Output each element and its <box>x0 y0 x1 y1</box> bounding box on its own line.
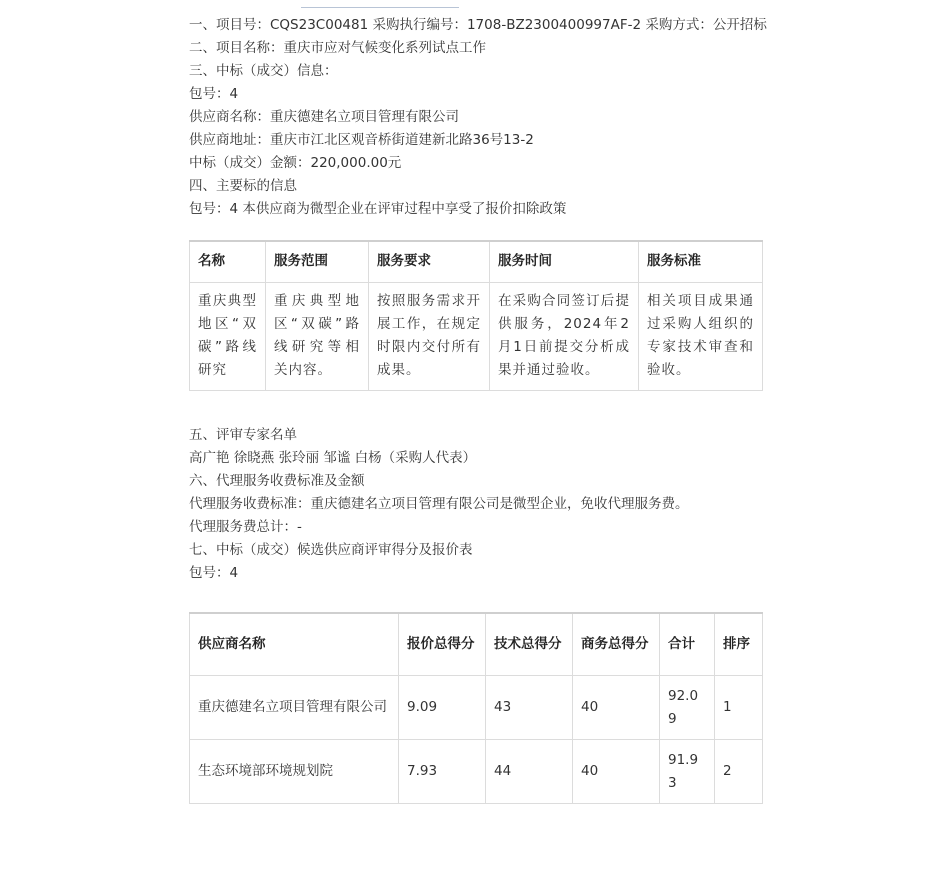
table-row <box>190 282 763 390</box>
table-cell: 9.09 <box>399 676 486 740</box>
table-cell: 1 <box>715 676 763 740</box>
project-number-line: 一、项目号：CQS23C00481 采购执行编号：1708-BZ2300400997AF-2 采购方式：公开招标 <box>189 17 767 33</box>
column-header: 供应商名称 <box>190 613 399 676</box>
table-cell: 92.09 <box>660 676 715 740</box>
table-cell: 2 <box>715 740 763 804</box>
table-cell: 40 <box>573 676 660 740</box>
announcement-body <box>189 14 767 804</box>
table-cell: 40 <box>573 740 660 804</box>
expert-list-heading: 五、评审专家名单 <box>189 426 297 443</box>
supplier-address-line: 供应商地址：重庆市江北区观音桥街道建新北路36号13-2 <box>189 132 534 148</box>
package-number-line-2: 包号：4 <box>189 564 239 581</box>
table-cell: 91.93 <box>660 740 715 804</box>
main-subject-heading: 四、主要标的信息 <box>189 178 297 194</box>
table-header-row <box>190 613 763 676</box>
column-header: 合计 <box>660 613 715 676</box>
table-cell: 7.93 <box>399 740 486 804</box>
column-header: 服务范围 <box>266 241 369 282</box>
candidate-scores-table <box>189 612 763 805</box>
column-header: 服务标准 <box>639 241 763 282</box>
column-header: 服务要求 <box>369 241 490 282</box>
table-header-row <box>190 241 763 282</box>
supplier-name-line: 供应商名称：重庆德建名立项目管理有限公司 <box>189 109 459 125</box>
column-header: 排序 <box>715 613 763 676</box>
award-info-heading: 三、中标（成交）信息： <box>189 63 338 79</box>
column-header: 技术总得分 <box>486 613 573 676</box>
spacer <box>189 391 762 424</box>
column-header: 名称 <box>190 241 266 282</box>
award-amount-line: 中标（成交）金额：220,000.00元 <box>189 155 402 171</box>
expert-names-line: 高广艳 徐晓燕 张玲丽 邹谧 白杨（采购人代表） <box>189 449 477 466</box>
table-cell: 相关项目成果通过采购人组织的专家技术审查和验收。 <box>639 282 763 390</box>
package-number-line: 包号：4 <box>189 86 239 102</box>
package-policy-line: 包号：4 本供应商为微型企业在评审过程中享受了报价扣除政策 <box>189 201 567 217</box>
agency-fee-standard-line: 代理服务收费标准：重庆德建名立项目管理有限公司是微型企业，免收代理服务费。 <box>189 495 689 512</box>
table-row <box>190 676 763 740</box>
table-cell: 重庆典型地区“双碳”路线研究等相关内容。 <box>266 282 369 390</box>
table-cell: 在采购合同签订后提供服务，2024年2月1日前提交分析成果并通过验收。 <box>490 282 639 390</box>
agency-fee-heading: 六、代理服务收费标准及金额 <box>189 472 365 489</box>
project-name-line: 二、项目名称：重庆市应对气候变化系列试点工作 <box>189 40 486 56</box>
candidate-scores-heading: 七、中标（成交）候选供应商评审得分及报价表 <box>189 541 473 558</box>
column-header: 服务时间 <box>490 241 639 282</box>
column-header: 商务总得分 <box>573 613 660 676</box>
table-cell: 重庆典型地区“双碳”路线研究 <box>190 282 266 390</box>
table-cell: 生态环境部环境规划院 <box>190 740 399 804</box>
table-cell: 按照服务需求开展工作，在规定时限内交付所有成果。 <box>369 282 490 390</box>
top-divider <box>301 7 459 8</box>
agency-fee-total-line: 代理服务费总计：- <box>189 518 302 535</box>
column-header: 报价总得分 <box>399 613 486 676</box>
table-cell: 44 <box>486 740 573 804</box>
table-row <box>190 740 763 804</box>
table-cell: 43 <box>486 676 573 740</box>
subject-info-table <box>189 240 763 391</box>
table-cell: 重庆德建名立项目管理有限公司 <box>190 676 399 740</box>
